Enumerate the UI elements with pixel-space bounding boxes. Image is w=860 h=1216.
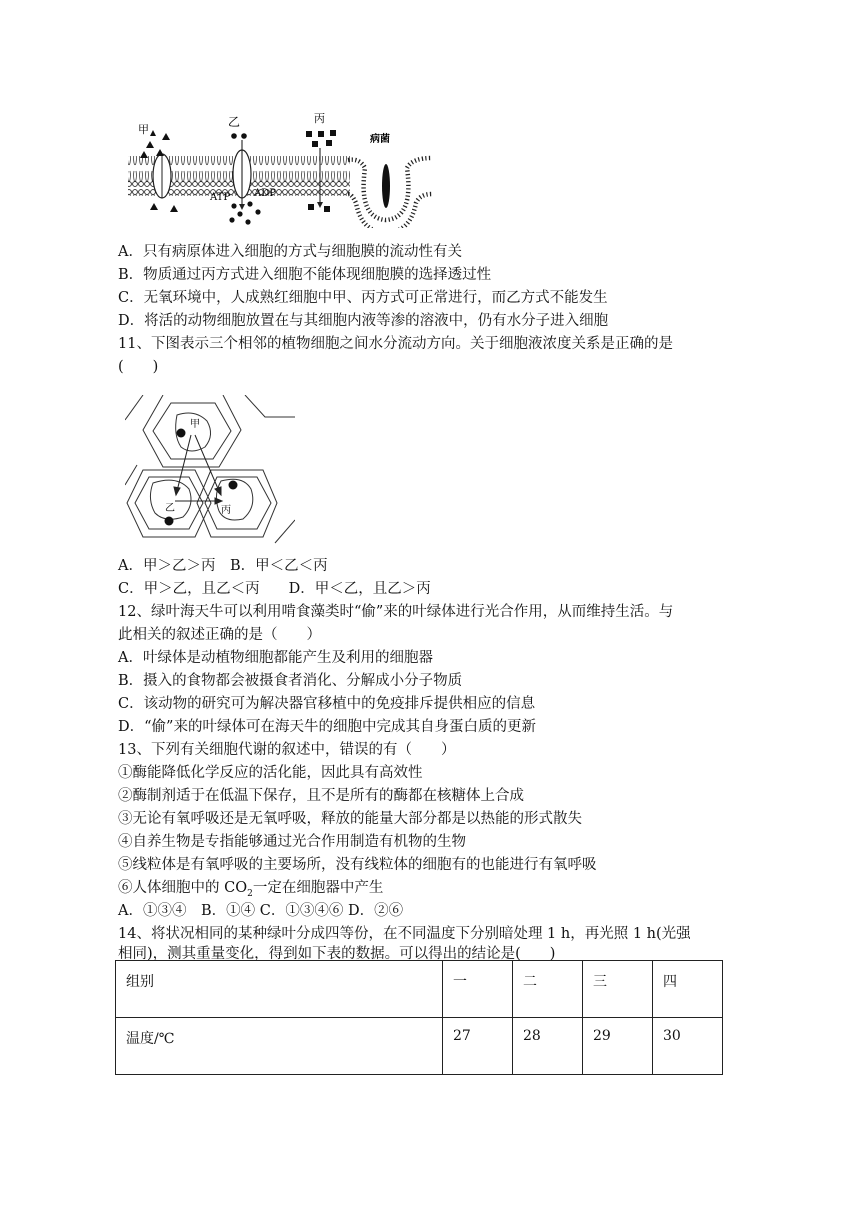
q12-option-d: D．“偷”来的叶绿体可在海天牛的细胞中完成其自身蛋白质的更新: [118, 719, 536, 735]
q13-item-6: [118, 878, 383, 904]
membrane-transport-figure: [120, 108, 450, 228]
q12-stem-line2: 此相关的叙述正确的是（ ）: [118, 627, 321, 643]
q12-option-c: C．该动物的研究可为解决器官移植中的免疫排斥提供相应的信息: [118, 696, 536, 712]
table-cell: 四: [653, 961, 723, 1018]
table-row: [116, 1018, 723, 1075]
q13-item-6-sub: 2: [247, 888, 253, 899]
table-cell: 29: [583, 1018, 653, 1075]
q13-item-5: ⑤线粒体是有氧呼吸的主要场所，没有线粒体的细胞有的也能进行有氧呼吸: [118, 857, 597, 873]
table-cell: 30: [653, 1018, 723, 1075]
label-pathogen: 病菌: [370, 134, 390, 145]
label-bing: 丙: [314, 112, 325, 125]
q14-stem-line2: 相同)，测其重量变化，得到如下表的数据。可以得出的结论是( ): [118, 946, 556, 962]
label-adp: ADP: [254, 188, 276, 199]
fig11-label-yi: 乙: [165, 503, 175, 514]
table-cell: 28: [513, 1018, 583, 1075]
pathogen-shape: [382, 164, 390, 208]
q10-option-a: A．只有病原体进入细胞的方式与细胞膜的流动性有关: [118, 244, 462, 260]
q13-item-1: ①酶能降低化学反应的活化能，因此具有高效性: [118, 765, 423, 781]
q13-item-2: ②酶制剂适于在低温下保存，且不是所有的酶都在核糖体上合成: [118, 788, 524, 804]
table-cell: 组别: [116, 961, 443, 1018]
label-jia: 甲: [138, 123, 149, 136]
q13-stem: 13、下列有关细胞代谢的叙述中，错误的有（ ）: [118, 742, 456, 758]
q14-table: [115, 960, 723, 1075]
q12-option-b: B．摄入的食物都会被摄食者消化、分解成小分子物质: [118, 673, 463, 689]
q12-option-a: A．叶绿体是动植物细胞都能产生及利用的细胞器: [118, 650, 433, 666]
q13-item-4: ④自养生物是专指能够通过光合作用制造有机物的生物: [118, 834, 466, 850]
q10-option-d: D．将活的动物细胞放置在与其细胞内液等渗的溶液中，仍有水分子进入细胞: [118, 313, 609, 329]
q13-item-3: ③无论有氧呼吸还是无氧呼吸，释放的能量大部分都是以热能的形式散失: [118, 811, 582, 827]
q10-option-b: B．物质通过丙方式进入细胞不能体现细胞膜的选择透过性: [118, 267, 492, 283]
q11-stem-line2: ( ): [118, 359, 159, 375]
table-cell: 27: [443, 1018, 513, 1075]
fig11-label-jia: 甲: [190, 419, 200, 430]
q12-stem-line1: 12、绿叶海天牛可以利用啃食藻类时“偷”来的叶绿体进行光合作用，从而维持生活。与: [118, 604, 674, 620]
label-yi: 乙: [228, 115, 241, 129]
label-atp: ATP: [210, 192, 231, 203]
q11-options-line1: A．甲＞乙＞丙 B．甲＜乙＜丙: [118, 558, 328, 574]
q13-item-6-suffix: 一定在细胞器中产生: [252, 880, 384, 896]
fig11-label-bing: 丙: [221, 505, 231, 516]
table-cell: 三: [583, 961, 653, 1018]
q13-item-6-prefix: ⑥人体细胞中的 CO: [118, 880, 248, 896]
q14-stem-line1: 14、将状况相同的某种绿叶分成四等份，在不同温度下分别暗处理 1 h，再光照 1 h(光强: [118, 926, 691, 942]
q10-option-c: C．无氧环境中，人成熟红细胞中甲、丙方式可正常进行，而乙方式不能发生: [118, 290, 608, 306]
plant-cells-figure: [125, 395, 295, 545]
q11-options-line2: C．甲＞乙，且乙＜丙 D．甲＜乙，且乙＞丙: [118, 581, 431, 597]
table-cell: 二: [513, 961, 583, 1018]
table-cell: 一: [443, 961, 513, 1018]
q11-stem-line1: 11、下图表示三个相邻的植物细胞之间水分流动方向。关于细胞液浓度关系是正确的是: [118, 336, 673, 352]
q13-options: A．①③④ B．①④ C．①③④⑥ D．②⑥: [118, 903, 404, 919]
table-cell: 温度/℃: [116, 1018, 443, 1075]
table-row: [116, 961, 723, 1018]
